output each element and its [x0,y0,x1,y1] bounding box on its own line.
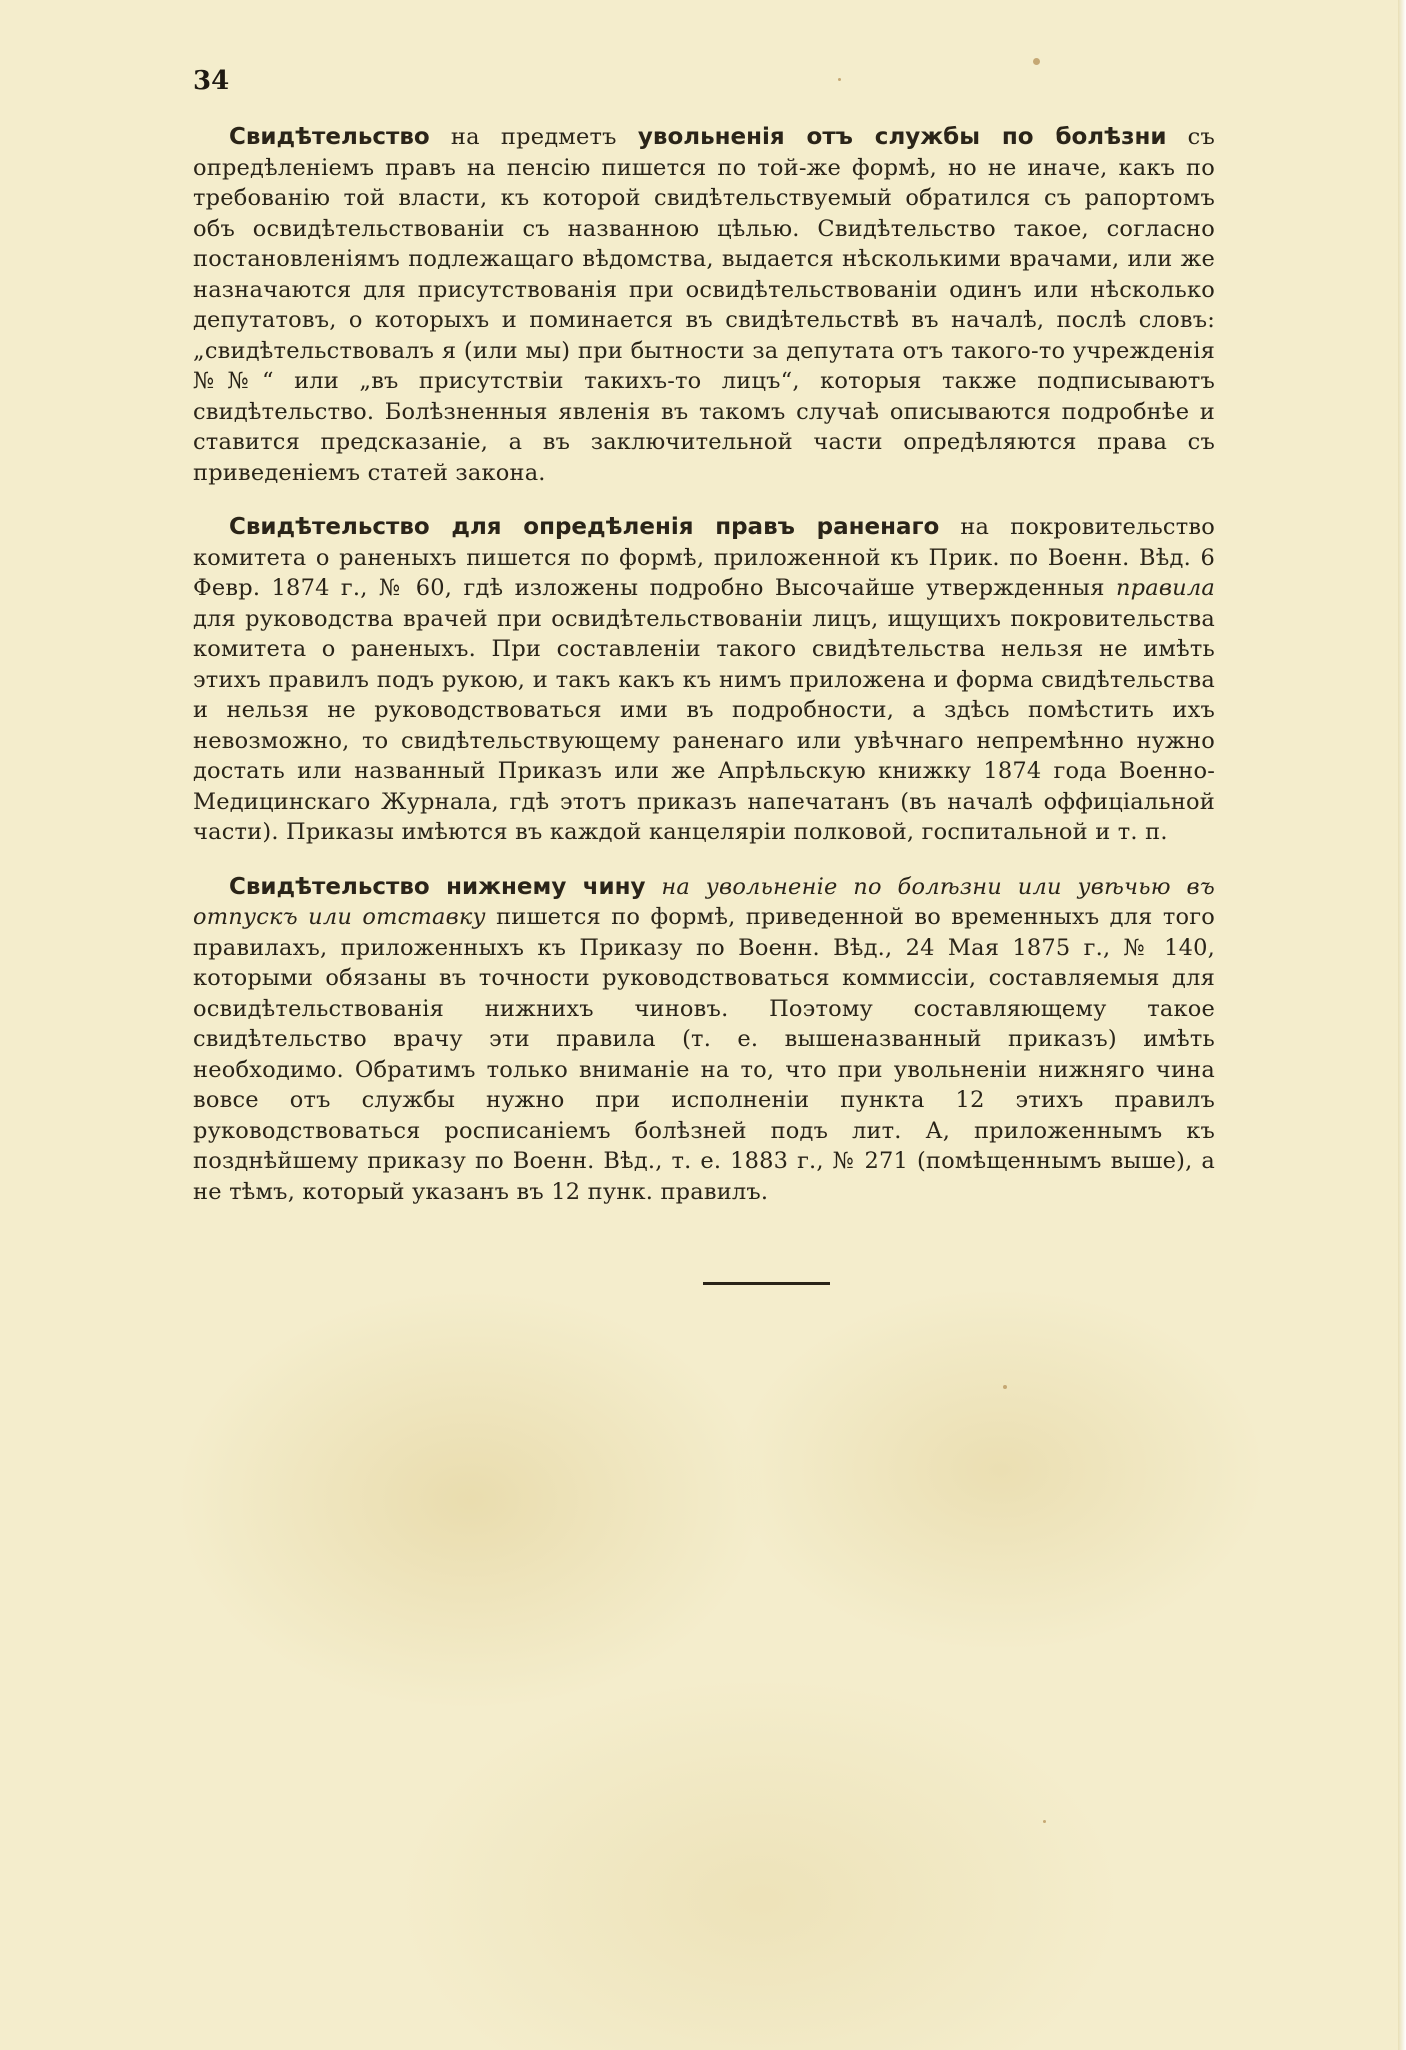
paragraph-lower-rank-certificate [193,872,1215,1208]
text-run: на предметъ [429,124,638,150]
text-run: съ опредѣленіемъ правъ на пенсію пишется по той-же формѣ, но не иначе, какъ по требованію той власти, къ которой свидѣтельствуемый обратился съ рапортомъ объ освидѣтельствованіи съ названною цѣлью. Свидѣтельство такое, согласно постановленіямъ подлежащаго вѣдомства, выдается нѣсколькими врачами, или же назначаются для присутствованія при освидѣтельствованіи одинъ или нѣсколько депутатовъ, о которыхъ и поминается въ свидѣтельствѣ въ началѣ, послѣ словъ: „свидѣтельствовалъ я (или мы) при бытности за депутата отъ такого-то учрежденія №№“ или „въ присутствіи такихъ-то лицъ“, которыя также подписываютъ свидѣтельство. Болѣзненныя явленія въ такомъ случаѣ описываются подробнѣе и ставится предсказаніе, а въ заключительной части опредѣляются права съ приведеніемъ статей закона. [193,124,1215,486]
text-run: для руководства врачей при освидѣтельствованіи лицъ, ищущихъ покровительства комитета о раненыхъ. При составленіи такого свидѣтельства нельзя не имѣть этихъ правилъ подъ рукою, и такъ какъ къ нимъ приложена и форма свидѣтельства и нельзя не руководствоваться ими въ подробности, а здѣсь помѣстить ихъ невозможно, то свидѣтельствующему раненаго или увѣчнаго непремѣнно нужно достать или названный Приказъ или же Апрѣльскую книжку 1874 года Военно-Медицинскаго Журнала, гдѣ этотъ приказъ напечатанъ (въ началѣ оффиціальной части). Приказы имѣются въ каждой канцеляріи полковой, госпитальной и т. п. [193,605,1215,845]
paragraph-wounded-rights-certificate [193,512,1215,848]
section-end-rule [703,1282,830,1285]
italic-text-run: на увольненіе по болѣзни или увѣчью въ отпускъ или отставку [193,873,1215,930]
page-edge-shadow [1398,0,1406,2050]
paragraph-lead: Свидѣтельство [229,124,430,150]
paragraph-dismissal-certificate [193,122,1215,488]
text-run: на покровительство комитета о раненыхъ пишется по формѣ, приложенной къ Прик. по Военн. Вѣд. 6 Февр. 1874 г., № 60, гдѣ изложены подробно Высочайше утвержденныя [193,514,1215,601]
body-text [193,122,1215,1231]
paragraph-lead: увольненія отъ службы по болѣзни [637,124,1167,150]
paragraph-lead: Свидѣтельство нижнему чину [229,873,646,900]
text-run: пишется по формѣ, приведенной во временныхъ для того правилахъ, приложенныхъ къ Приказу по Военн. Вѣд., 24 Мая 1875 г., № 140, которыми обязаны въ точности руководствоваться коммиссіи, составляемыя для освидѣтельствованія нижнихъ чиновъ. Поэтому составляющему такое свидѣтельство врачу эти правила (т. е. вышеназванный приказъ) имѣть необходимо. Обратимъ только вниманіе на то, что при увольненіи нижняго чина вовсе отъ службы нужно при исполненіи пункта 12 этихъ правилъ руководствоваться росписаніемъ болѣзней подъ лит. А, приложеннымъ къ позднѣйшему приказу по Военн. Вѣд., т. е. 1883 г., № 271 (помѣщеннымъ выше), а не тѣмъ, который указанъ въ 12 пунк. правилъ. [193,904,1216,1205]
paper-speck [1043,1820,1046,1823]
paper-speck [1003,1385,1007,1389]
italic-text-run: правила [1115,575,1215,601]
paper-speck [1033,58,1040,65]
page-number: 34 [193,66,230,96]
paragraph-lead: Свидѣтельство для опредѣленія правъ раненаго [229,514,940,540]
paper-speck [838,78,841,81]
text-run [646,874,662,900]
